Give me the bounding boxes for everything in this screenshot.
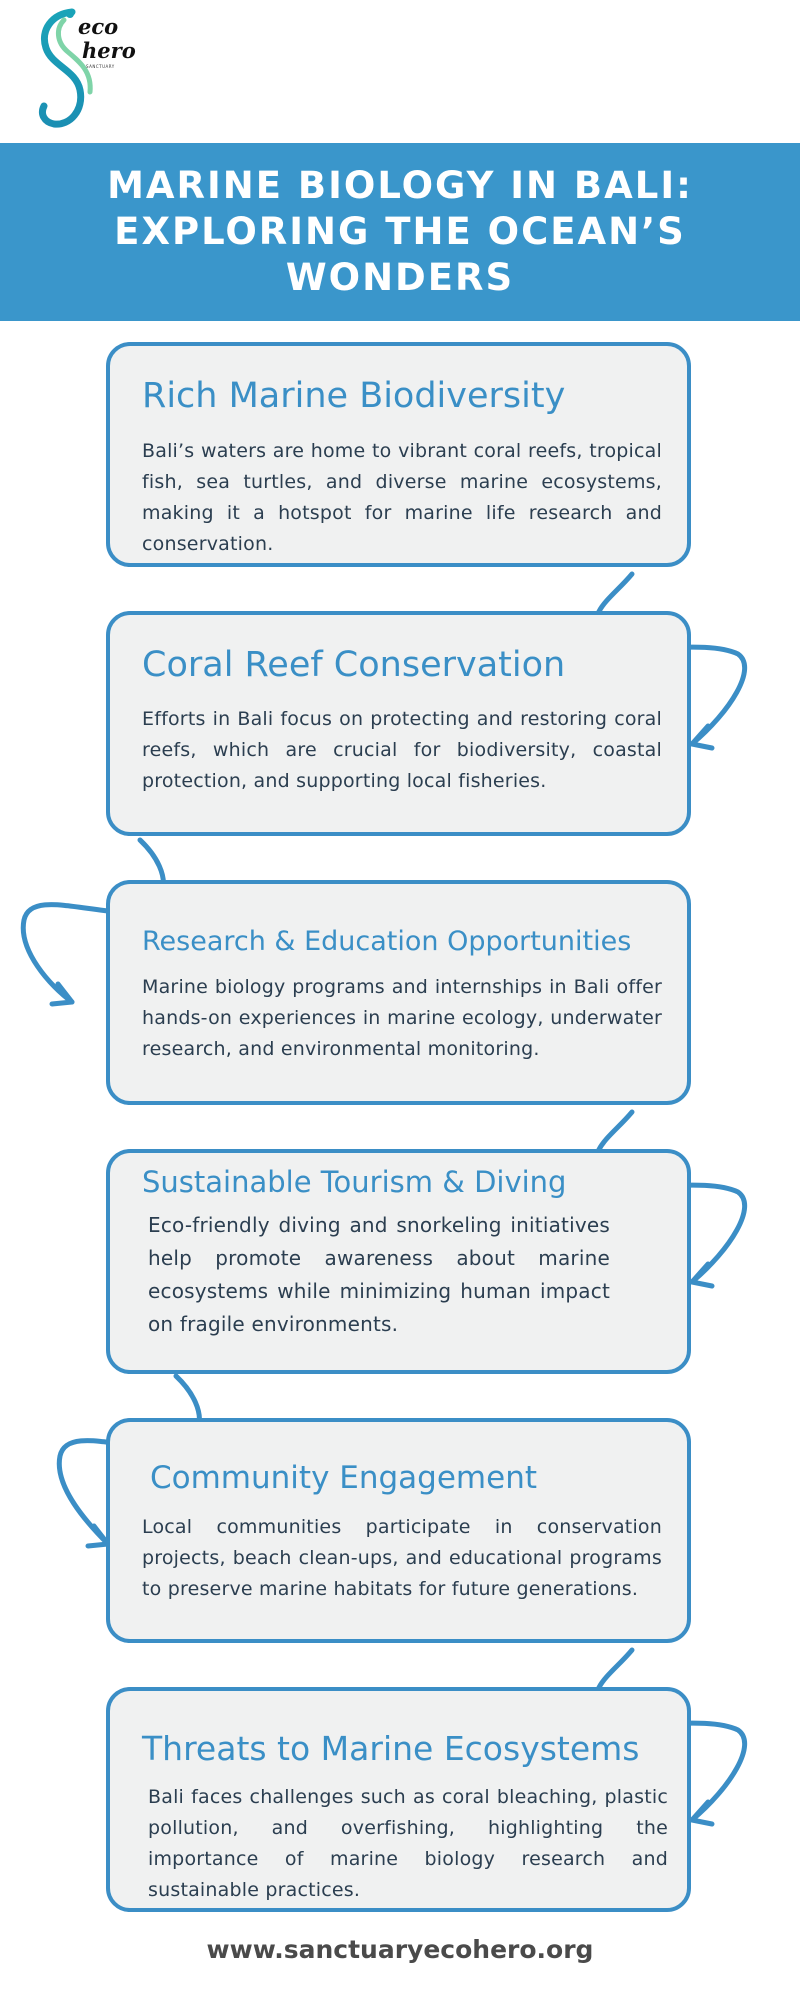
card-body: Bali faces challenges such as coral bleaching, plastic pollution, and overfishing, highlighting the importance of marine biology research and sustainable practices.: [148, 1786, 668, 1901]
info-card-coral-reef: [106, 611, 691, 836]
logo-word-hero: hero: [82, 38, 136, 63]
card-body: Local communities participate in conservation projects, beach clean-ups, and educational programs to preserve marine habitats for future generations.: [142, 1516, 662, 1600]
card-body: Marine biology programs and internships in Bali offer hands-on experiences in marine ecology, underwater research, and environmental monitoring.: [142, 976, 662, 1060]
info-card-community-engagement: [106, 1418, 691, 1643]
title-banner: [0, 143, 800, 321]
info-card-biodiversity: [106, 342, 691, 567]
logo-tagline: SANCTUARY: [86, 64, 115, 69]
info-card-sustainable-tourism: [106, 1149, 691, 1374]
card-heading: Threats to Marine Ecosystems: [142, 1729, 640, 1768]
website-url[interactable]: www.sanctuaryecohero.org: [206, 1935, 594, 1964]
page-title: MARINE BIOLOGY IN BALI: EXPLORING THE OCEAN’S WONDERS: [107, 164, 693, 299]
card-heading: Coral Reef Conservation: [142, 645, 566, 685]
card-heading: Rich Marine Biodiversity: [142, 376, 566, 416]
card-body: Eco-friendly diving and snorkeling initiatives help promote awareness about marine ecosystems while minimizing human impact on fragile environments.: [148, 1213, 610, 1336]
eco-hero-logo: [34, 8, 144, 133]
info-card-research-education: [106, 880, 691, 1105]
card-heading: Sustainable Tourism & Diving: [142, 1165, 567, 1199]
card-body: Bali’s waters are home to vibrant coral reefs, tropical fish, sea turtles, and diverse marine ecosystems, making it a hotspot for marine life research and conservation.: [142, 440, 662, 555]
card-heading: Community Engagement: [150, 1460, 538, 1496]
logo-word-eco: eco: [78, 14, 119, 39]
card-heading: Research & Education Opportunities: [142, 926, 632, 957]
info-card-threats: [106, 1687, 691, 1912]
card-body: Efforts in Bali focus on protecting and restoring coral reefs, which are crucial for biodiversity, coastal protection, and supporting local fisheries.: [142, 708, 662, 792]
